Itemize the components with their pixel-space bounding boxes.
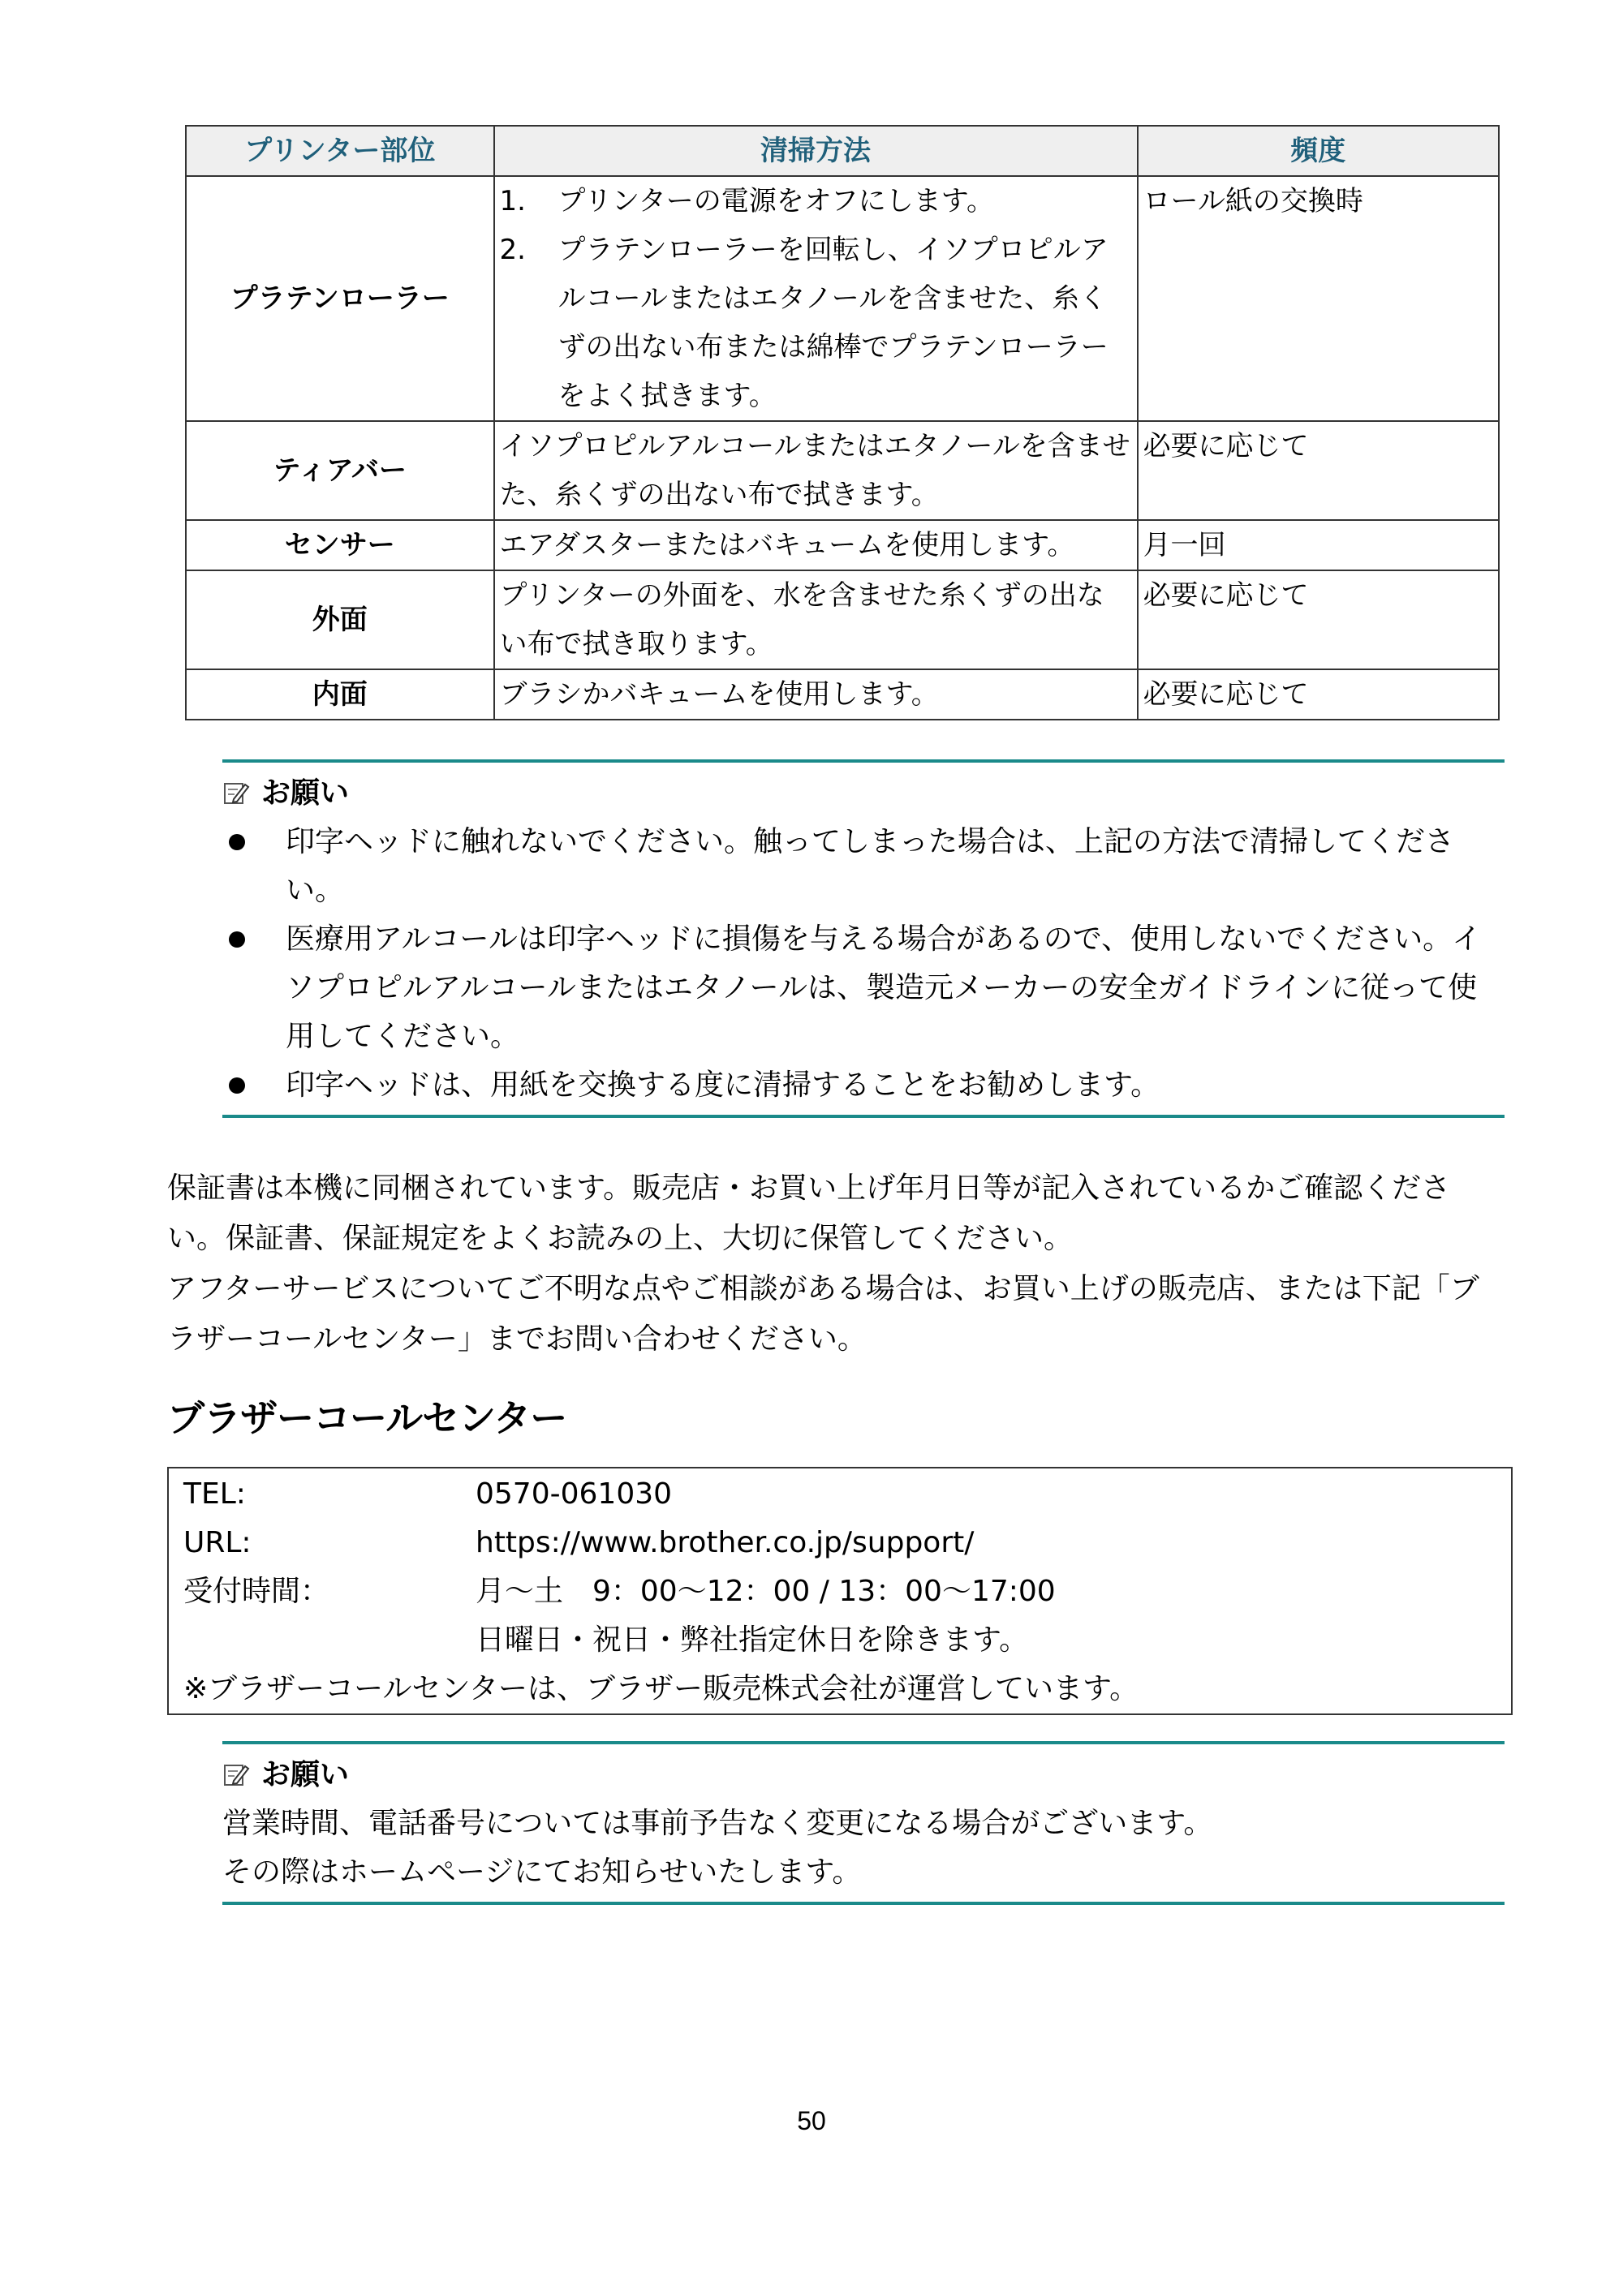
note-header [222,1751,1505,1799]
url-label: URL: [183,1526,252,1559]
note-title: お願い [261,776,350,810]
method-steps [500,177,1132,420]
cleaning-table [185,125,1500,720]
row-part: プラテンローラー [186,176,494,421]
table-row [186,520,1499,570]
step-number: 1. [499,185,526,217]
row-method: ブラシかバキュームを使用します。 [494,669,1138,720]
bullet-icon [222,1061,286,1110]
section-heading: ブラザーコールセンター [167,1396,567,1440]
step-text: プリンターの電源をオフにします。 [558,185,995,217]
bullet-icon [222,915,286,1061]
contact-row-hours [183,1567,1496,1616]
row-method: イソプロピルアルコールまたはエタノールを含ませた、糸くずの出ない布で拭きます。 [494,421,1138,520]
table-header-row [186,126,1499,176]
pencil-note-icon [222,1761,250,1789]
list-item [222,915,1505,1061]
row-frequency: 必要に応じて [1138,669,1499,720]
table-row [186,669,1499,720]
row-frequency: 月一回 [1138,520,1499,570]
note-box-hours-change [222,1741,1505,1905]
tel-label: TEL: [183,1477,246,1511]
page-number: 50 [797,2106,826,2135]
note-line: その際はホームページにてお知らせいたします。 [222,1855,862,1889]
bullet-text: 印字ヘッドに触れないでください。触ってしまった場合は、上記の方法で清掃してください。 [286,825,1455,907]
operator-note: ※ブラザーコールセンターは、ブラザー販売株式会社が運営しています。 [183,1672,1139,1705]
list-item [222,818,1505,915]
step-text: プラテンローラーを回転し、イソプロピルアルコールまたはエタノールを含ませた、糸くずの出ない布または綿棒でプラテンローラーをよく拭きます。 [558,234,1109,412]
note-box-print-head [222,759,1505,1118]
method-step [500,226,1132,420]
note-line: 営業時間、電話番号については事前予告なく変更になる場合がございます。 [222,1807,1213,1840]
after-service-text: アフターサービスについてご不明な点やご相談がある場合は、お買い上げの販売店、または下記「ブラザーコールセンター」までお問い合わせください。 [167,1272,1479,1356]
row-part: 外面 [186,570,494,669]
table-row [186,570,1499,669]
table-row [186,421,1499,520]
method-step [500,177,1132,226]
contact-row-hours-note [183,1616,1496,1665]
bullet-text: 印字ヘッドは、用紙を交換する度に清掃することをお勧めします。 [286,1068,1160,1102]
row-frequency: 必要に応じて [1138,421,1499,520]
blank-label [183,1616,476,1665]
hours-value: 月～土 9：00～12：00 / 13：00～17:00 [476,1575,1056,1608]
table-row [186,176,1499,421]
bullet-icon [222,818,286,915]
row-part: センサー [186,520,494,570]
contact-box [167,1467,1513,1715]
tel-value: 0570-061030 [476,1477,673,1511]
row-part: 内面 [186,669,494,720]
list-item [222,1061,1505,1110]
warranty-text: 保証書は本機に同梱されています。販売店・お買い上げ年月日等が記入されているかご確認ください。保証書、保証規定をよくお読みの上、大切に保管してください。 [167,1172,1451,1255]
warranty-paragraph [167,1163,1506,1365]
hours-note: 日曜日・祝日・弊社指定休日を除きます。 [476,1623,1029,1657]
header-part: プリンター部位 [186,126,494,176]
row-method: エアダスターまたはバキュームを使用します。 [494,520,1138,570]
row-frequency: ロール紙の交換時 [1138,176,1499,421]
contact-row-url [183,1519,1496,1567]
row-method [494,176,1138,421]
contact-row-tel [183,1470,1496,1519]
url-link[interactable]: https://www.brother.co.jp/support/ [476,1526,975,1559]
note-header [222,769,1505,818]
row-part: ティアバー [186,421,494,520]
note-bullet-list [222,818,1505,1110]
pencil-note-icon [222,780,250,807]
bullet-text: 医療用アルコールは印字ヘッドに損傷を与える場合があるので、使用しないでください。イソプロピルアルコールまたはエタノールは、製造元メーカーの安全ガイドラインに従って使用してください。 [286,922,1482,1053]
row-method: プリンターの外面を、水を含ませた糸くずの出ない布で拭き取ります。 [494,570,1138,669]
header-frequency: 頻度 [1138,126,1499,176]
header-method: 清掃方法 [494,126,1138,176]
hours-label: 受付時間： [183,1575,330,1608]
note-title: お願い [261,1758,350,1791]
row-frequency: 必要に応じて [1138,570,1499,669]
step-number: 2. [499,234,526,266]
